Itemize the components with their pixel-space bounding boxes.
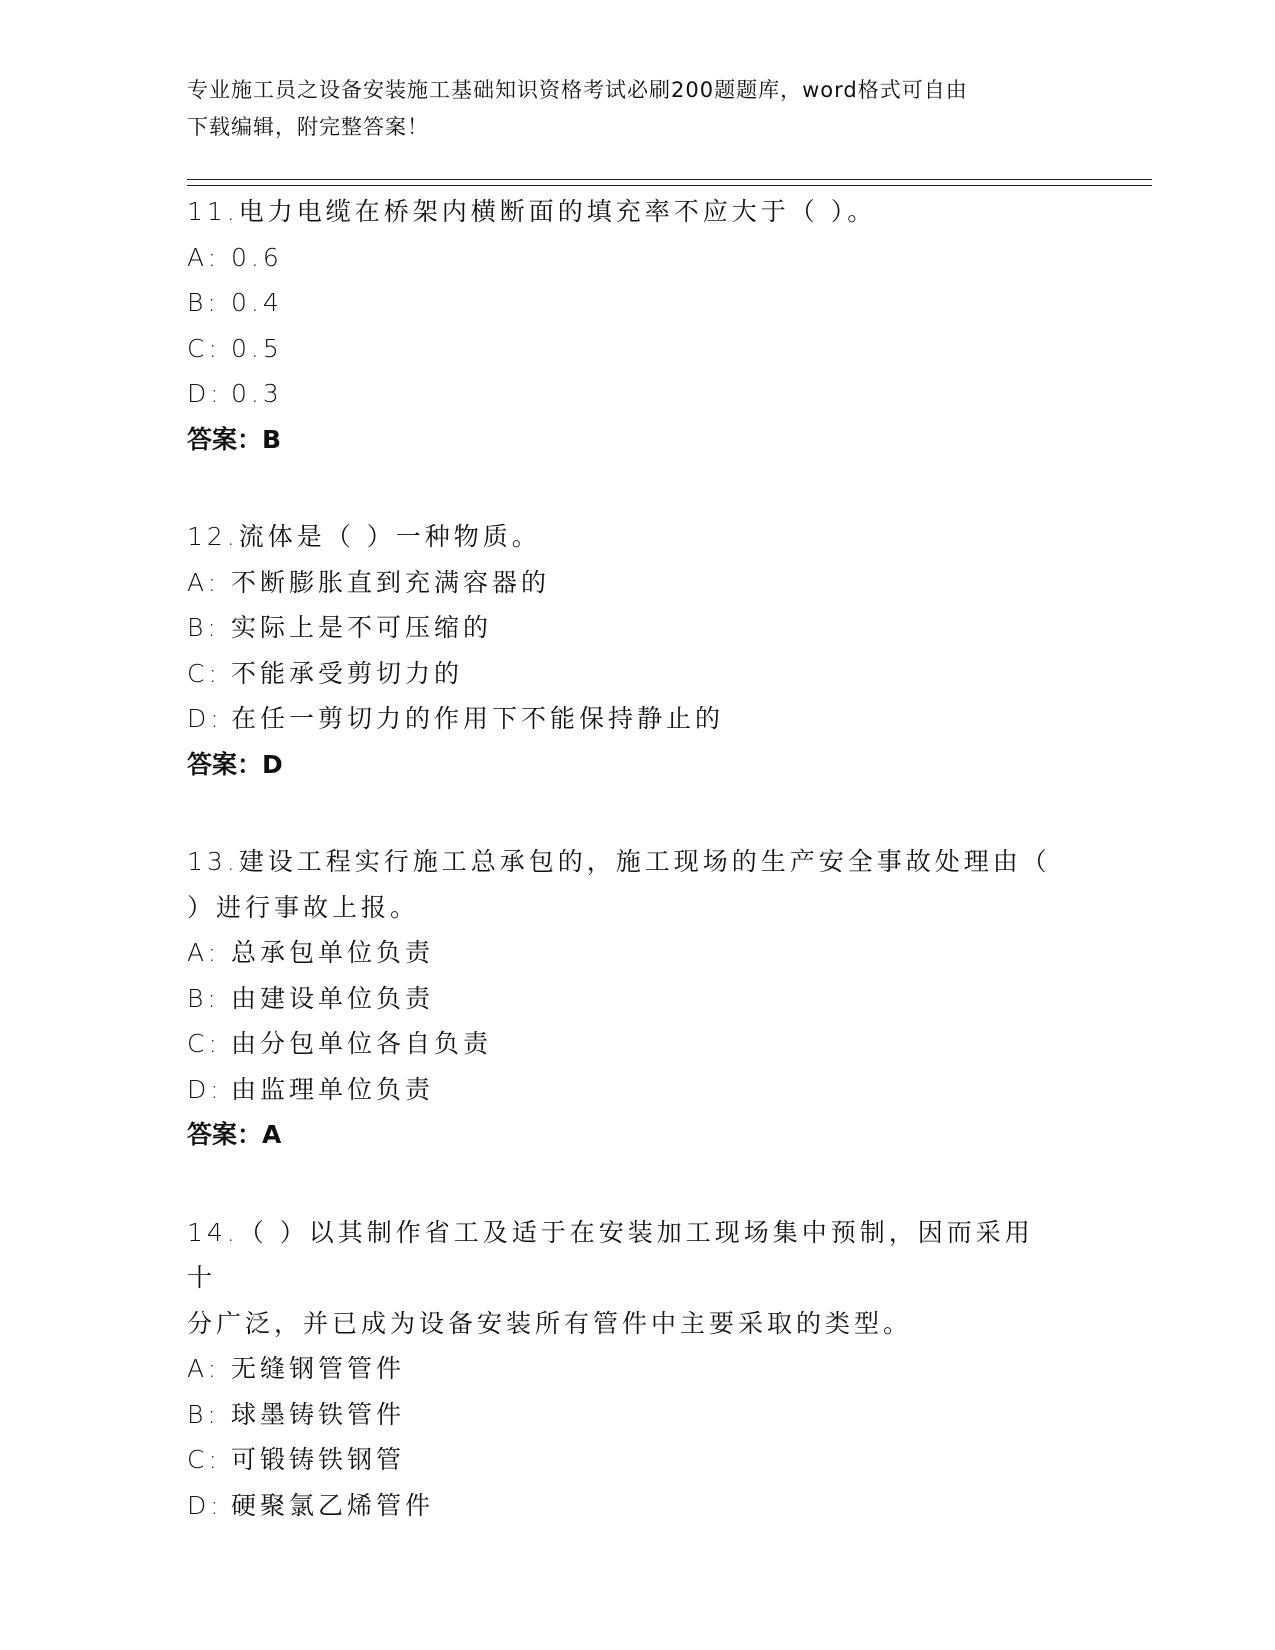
question-text-line-1: 13.建设工程实行施工总承包的，施工现场的生产安全事故处理由（ [187,847,1051,876]
header-divider-bottom [187,185,1152,186]
option-c [187,1021,1057,1067]
option-d [187,1483,1057,1529]
option-text: 球墨铸铁管件 [231,1399,406,1429]
option-letter: C: [187,1029,221,1058]
option-b [187,280,1057,326]
option-a [187,1346,1057,1392]
option-text: 由分包单位各自负责 [231,1029,493,1058]
option-letter: B: [187,613,220,642]
option-text: 由建设单位负责 [231,983,435,1013]
header-line-1: 专业施工员之设备安装施工基础知识资格考试必刷200题题库，word格式可自由 [187,78,968,102]
option-text: 0.5 [231,333,283,363]
option-letter: B: [187,288,220,317]
option-text: 不能承受剪切力的 [231,658,464,688]
option-b [187,1392,1057,1438]
answer: 答案：B [187,424,282,454]
question-12 [187,514,1057,787]
question-list [187,189,1057,1580]
option-text: 可锻铸铁钢管 [231,1445,406,1474]
question-text: 11.电力电缆在桥架内横断面的填充率不应大于（ ）。 [187,197,877,226]
option-letter: C: [187,1445,221,1474]
answer: 答案：D [187,749,283,779]
question-text-line-1: 14.（ ）以其制作省工及适于在安装加工现场集中预制，因而采用十 [187,1217,1034,1292]
option-text: 0.3 [231,379,283,408]
option-letter: A: [187,938,221,967]
option-letter: A: [187,1354,221,1383]
option-c [187,326,1057,372]
option-a [187,930,1057,976]
option-letter: D: [187,1074,223,1104]
option-text: 由监理单位负责 [231,1074,435,1104]
option-text: 无缝钢管管件 [231,1354,406,1383]
question-11 [187,189,1057,462]
option-text: 0.4 [231,288,283,317]
option-letter: A: [187,242,221,272]
option-text: 不断膨胀直到充满容器的 [231,567,551,597]
header-divider-top [187,179,1152,180]
document-header [187,72,1087,146]
option-text: 硬聚氯乙烯管件 [231,1490,435,1520]
question-text: 12.流体是（ ）一种物质。 [187,522,541,551]
option-letter: D: [187,1490,223,1520]
option-d [187,696,1057,742]
option-c [187,1437,1057,1483]
option-b [187,605,1057,651]
option-text: 在任一剪切力的作用下不能保持静止的 [231,704,725,733]
question-text-line-2: 分广泛，并已成为设备安装所有管件中主要采取的类型。 [187,1308,913,1338]
option-letter: D: [187,704,223,733]
option-letter: B: [187,983,220,1013]
option-letter: A: [187,567,221,597]
option-letter: D: [187,379,223,408]
option-letter: C: [187,658,221,688]
option-letter: B: [187,1399,220,1429]
header-line-2: 下载编辑，附完整答案！ [187,115,429,139]
option-letter: C: [187,333,221,363]
option-a [187,560,1057,606]
option-text: 总承包单位负责 [231,938,435,967]
option-b [187,976,1057,1022]
option-a [187,235,1057,281]
option-d [187,371,1057,417]
option-text: 0.6 [231,242,283,272]
option-d [187,1067,1057,1113]
question-13 [187,839,1057,1158]
option-c [187,651,1057,697]
question-text-line-2: ）进行事故上报。 [187,892,420,922]
answer: 答案：A [187,1120,282,1149]
question-14 [187,1210,1057,1529]
option-text: 实际上是不可压缩的 [231,613,493,642]
